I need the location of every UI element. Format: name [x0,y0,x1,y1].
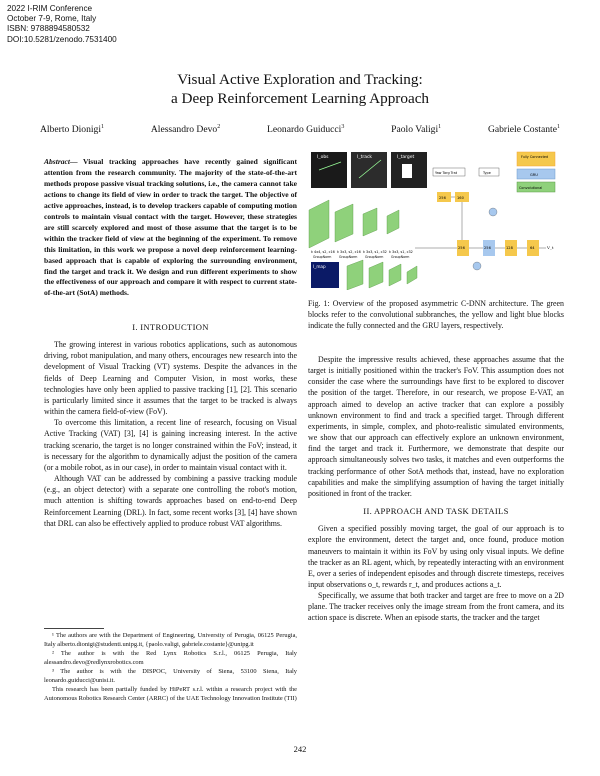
conv-label: k 3x3, s1, c32 [363,250,387,254]
paragraph: Specifically, we assume that both tracker and target are free to move on a 2D plane. The tracker receives only the image stream from the front camera, and its action space is discrete. When an episode starts, the tracker and the target [308,591,564,623]
value-output: V_t [547,245,554,250]
author-list [40,124,560,135]
fc-size: 64 [530,246,535,250]
author: Gabriele Costante$^1$ [487,124,560,136]
fc-size: 128 [506,246,513,250]
author: Paolo Valigi$^1$ [391,124,442,136]
gnorm-label: GroupNorm [339,255,358,259]
paragraph: Given a specified possibly moving target, the goal of our approach is to explore the environment, detect the target and, once found, produce motion maneuvers to maintain it within its FoV by using only visual inputs. We define the tracker as an RL agent, which, by repeatedly interacting with an environment E, over a series of independent episodes and through discrete timesteps, receives input observations o_t, rewards r_t, and produces actions a_t. [308,524,564,589]
abstract-text: — Visual tracking approaches have recently gained significant attention from the research community. The majority of the state-of-the-art methods propose passive visual tracking solutions, i.e., the camera cannot take actions to change its field of view in order to track the target. The objective of active approaches, instead, is to develop trackers capable of computing motion controls to maintain visual contact with the target. However, these strategies are still scarcely explored and most of those assume that the target is to be within the tracker field of view at the beginning of the experiment. To remove this limitation, in this work we propose a novel deep reinforcement learning-based approach that is capable of exploring the surrounding environment, find the target and track it. We design and run different experiments to show the effectiveness of our approach and compare it with respect to current state-of-the-art (SotA) methods. [44,157,297,298]
conference-header [7,4,117,45]
footnote: ² The author is with the Red Lynx Robotics S.r.l., 06125 Perugia, Italy alessandro.devo@redlynxrobotics.com [44,650,297,666]
title-line-2: a Deep Reinforcement Learning Approach [170,90,430,107]
gru-size: 256 [484,246,491,250]
footnote: ¹ The authors are with the Department of Engineering, University of Perugia, 06125 Perugia, Italy alberto.dionigi@studenti.unipg.it, {paolo.valigi, gabriele.costante}@unipg.it [44,632,297,648]
hidden-state-node [489,208,497,216]
header-line: 2022 I-RIM Conference [7,4,93,13]
obs-label: I_obs [317,155,329,160]
fc-size: 160 [457,196,464,200]
type-label: Type [483,171,491,175]
conv-label: k 3x3, s1, c32 [389,250,413,254]
inputs-label: Yaw Targ Trat [435,171,458,175]
legend-gru: GRU [530,173,538,177]
track-label: I_track [357,155,373,160]
legend-fc: Fully Connected [521,155,549,159]
legend-conv: Convolutional [519,186,543,190]
conv-row-top [309,200,413,259]
paragraph: The growing interest in various robotics applications, such as autonomous driving, robot manipulation, and many others, encourages new research into the development of Visual Tracking (VT) systems. Despite the advances in the fields of Deep Learning and Computer Vision, in most works, these technologies have only been applied to passive tracking [1], [2]. This scenario is particularly limited since it assumes that the target to be tracked is always within the camera field-of-view (FoV). [44,340,297,417]
map-label: I_map [313,264,326,269]
paragraph: To overcome this limitation, a recent line of research, focusing on Visual Active Tracking (VAT) [3], [4] is gaining increasing interest. In the active tracking scenario, the target is no longer constrained within the FoV; instead, it is necessary for the algorithm to dynamically adjust the position of the camera (or a mobile robot, as in our case), in order to maintain visual contact with it. [44,418,297,472]
page-number: 242 [293,744,307,754]
right-column [308,354,564,624]
gnorm-label: GroupNorm [365,255,384,259]
paper-title [0,70,600,108]
figure-legend [517,152,555,192]
architecture-figure [307,150,559,290]
author: Alberto Dionigi$^1$ [40,124,105,136]
conv-label: k 3x3, s2, c16 [337,250,361,254]
gnorm-label: GroupNorm [313,255,332,259]
target-label: I_target [397,155,415,160]
footnote: ³ The author is with the DISPOC, University of Siena, 53100 Siena, Italy leonardo.guiducci@unisi.it. [44,668,297,684]
conv-row-bottom [347,260,417,290]
author: Alessandro Devo$^2$ [150,124,221,136]
section-heading-task: II. APPROACH AND TASK DETAILS [363,506,509,517]
header-line: October 7-9, Rome, Italy [7,14,97,24]
footnotes [44,632,297,704]
footnote-rule [44,628,104,629]
section-heading-intro: I. INTRODUCTION [132,322,209,332]
figure-caption: Fig. 1: Overview of the proposed asymmetric C-DNN architecture. The green blocks refer to the convolutional subbranches, the yellow and light blue blocks indicate the fully connected and the GRU layers, respectively. [308,299,564,331]
reward-node [473,262,481,270]
author: Leonardo Guiducci$^3$ [267,124,345,136]
gnorm-label: GroupNorm [391,255,410,259]
title-line-1: Visual Active Exploration and Tracking: [177,71,423,88]
left-column [44,322,297,529]
header-line: ISBN: 9788894580532 [7,24,90,34]
abstract-label: Abstract [44,157,70,166]
paragraph: Despite the impressive results achieved, these approaches assume that the target is initially positioned within the tracker's FoV. This assumption does not consider the case where the surroundings have first to be explored to discover the position of the target. Therefore, in our research, we propose E-VAT, an approach aimed to develop an active tracker that can explore a possibly unknown environment to find and track a specified target. Through different experiments, in simple, complex, and photo-realistic simulated environments, we show that our approach can effectively explore an unknown environment, find the target and track it. Furthermore, we demonstrate that despite our approach simultaneously solves two tasks, it matches and even outperforms the tracking performance of other SotA methods that, instead, have no exploration capabilities and make the simplifying assumption of having the target initially positioned in front of the tracker. [308,355,564,498]
conv-label: k 4x4, s2, c16 [311,250,335,254]
header-line: DOI:10.5281/zenodo.7531400 [7,34,117,44]
abstract [44,157,297,299]
fc-size: 256 [439,196,446,200]
fc-size: 256 [458,246,465,250]
footnote: This research has been partially funded by HiPeRT s.r.l. within a research project with the Autonomous Robotics Research Center (ARRC) of the UAE Technology Innovation Institute (TII) [44,686,297,702]
paragraph: Although VAT can be addressed by combining a passive tracking module (e.g., an object detector) with a separate one controlling the robot's motion, much attention is shifting towards approaches based on end-to-end Deep Reinforcement Learning (DRL). In fact, some recent works [3], [4] have shown that DRL can also be effectively applied to produce robust VAT algorithms. [44,474,297,528]
fc-blocks [437,192,539,256]
